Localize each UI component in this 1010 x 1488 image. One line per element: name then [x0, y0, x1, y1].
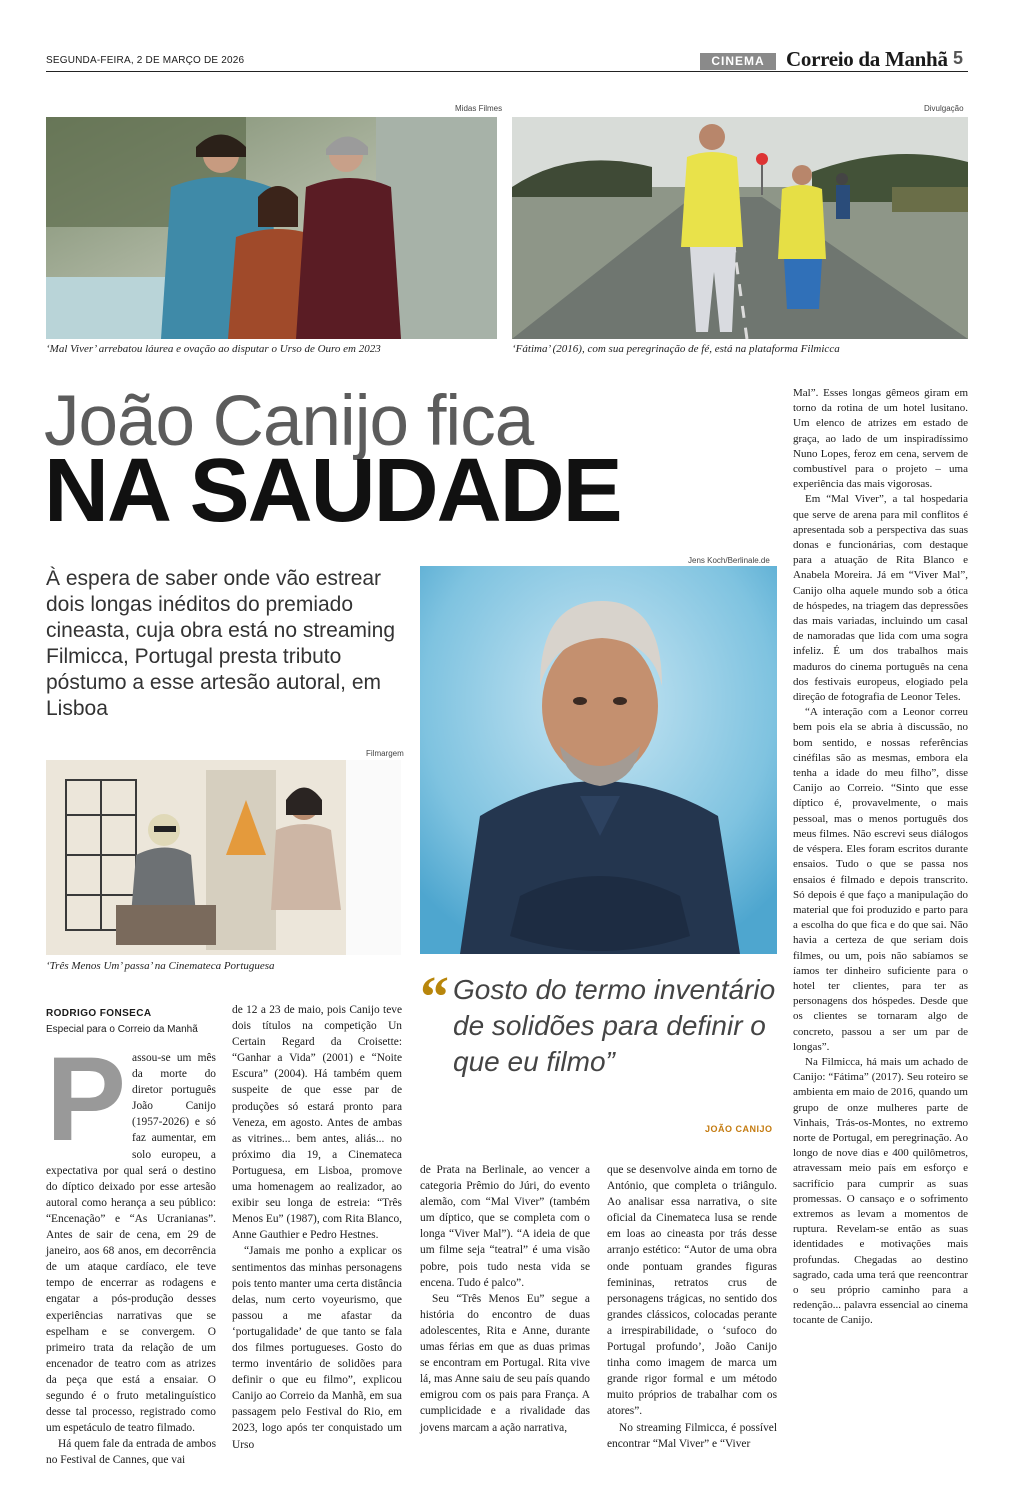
- paragraph: “A interação com a Leonor correu bem pois ela se abria à discussão, no bom sentido, e nossas referências cinéfilas são as mesmas, embora ela tenha a idade do meu filho”, disse Canijo ao Correio. “Sinto que esse díptico é, provavelmente, o mais pessoal, mas o menos português dos meus filmes. Não escrevi seus diálogos de véspera. Eles foram escritos durante ensaios. Tudo o que se passa nos ensaios é filmado e depois transcrito. Só depois é que faço a manipulação do material que foi produzido e parto para a escolha do que fica e do que sai. Não havia a certeza de que seriam dois filmes, ou um, pois não sabíamos se íamos ter dinheiro suficiente para o hotel ter clientes, para ter as personagens dos hóspedes. Desde que os clientes se tornaram algo de concreto, passou a ser um par de longas”.: [793, 706, 968, 1053]
- pull-quote-author: JOÃO CANIJO: [705, 1124, 773, 1134]
- drop-cap: P: [46, 1032, 127, 1166]
- paragraph: No streaming Filmicca, é possível encontrar “Mal Viver” e “Viver: [607, 1421, 777, 1450]
- quote-mark-icon: “: [420, 964, 449, 1029]
- paragraph: de Prata na Berlinale, ao vencer a categoria Prêmio do Júri, do evento alemão, com “Mal Viver” (também um díptico, que se completa com o longa “Viver Mal”). “A ideia de que um filme seja “teatral” é uma visão pobre, pois tudo nesta vida se encena. Tudo é palco”.: [420, 1164, 590, 1289]
- paragraph: Em “Mal Viver”, a tal hospedaria que serve de arena para mil conflitos é apresentada sob a perspectiva das suas donas e funcionárias, com destaque para a atuação de Rita Blanco e Anabela Moreira. Já em “Viver Mal”, Canijo olha aquele mundo sob a ótica de hóspedes, na triagem das depressões das mais variadas, incluindo um casal de namoradas que lida com uma sogra infeliz. É um dos trabalhos mais maduros do cinema português na cena dos festivais europeus, elogiado pela direção de fotografia de Leonor Teles.: [793, 493, 968, 704]
- paragraph: de 12 a 23 de maio, pois Canijo teve dois títulos na competição Un Certain Regard da Croisette: “Ganhar a Vida” (2001) e “Noite Escura” (2004). Há também quem suspeite de que esse par de produções só estará pronto para Veneza, em agosto. Antes de ambas as vitrines... bem antes, aliás... no próximo dia 19, a Cinemateca Portuguesa, em Lisboa, promove uma homenagem ao realizador, ao exibir seu longa de estreia: “Três Menos Eu” (1987), com Rita Blanco, Anne Gauthier e Pedro Hestnes.: [232, 1004, 402, 1242]
- paragraph: que se desenvolve ainda em torno de António, que completa o triângulo. Ao analisar essa narrativa, o site oficial da Cinemateca lusa se rende em loas ao cineasta por trás desse arranjo estético: “Autor de uma obra onde pontuam grandes figuras femininas, retratos crus de personagens trágicas, no sentido dos grandes clássicos, colocadas perante a irrespirabilidade, o ‘sufoco do Portugal profundo’, João Canijo tinha como imagem de marca um grande rigor formal e um método muito próprios de trabalhar com os atores”.: [607, 1164, 777, 1418]
- page-number: 5: [953, 48, 964, 68]
- page-date: SEGUNDA-FEIRA, 2 DE MARÇO DE 2026: [46, 55, 245, 66]
- headline-line-2: NA SAUDADE: [44, 441, 621, 541]
- article-column-2: [232, 1002, 402, 1453]
- byline-author: RODRIGO FONSECA: [46, 1008, 152, 1019]
- photo-credit: Filmargem: [366, 749, 404, 758]
- photo-mal-viver: [46, 117, 497, 339]
- headline-line-1: João Canijo fica: [44, 382, 534, 461]
- paragraph: Seu “Três Menos Eu” segue a história do encontro de duas adolescentes, Rita e Anne, durante umas férias em que as duas primas se encontram em Portugal. Rita vive lá, mas Anne saiu de seu país quando emigrou com os pais para França. A cumplicidade e a rivalidade das jovens marcam a ação narrativa,: [420, 1292, 590, 1434]
- newspaper-name: Correio da Manhã: [786, 47, 948, 71]
- article-column-3: [420, 1162, 590, 1436]
- photo-caption: ‘Fátima’ (2016), com sua peregrinação de fé, está na plataforma Filmicca: [512, 343, 840, 355]
- paragraph: Mal”. Esses longas gêmeos giram em torno da rotina de um hotel lusitano. Um elenco de atrizes em estado de graça, ao lado de um inspiradíssimo Nuno Lopes, feroz em cena, servem de combustível para o projeto – uma experiência das mais vigorosas.: [793, 387, 968, 491]
- byline-role: Especial para o Correio da Manhã: [46, 1024, 198, 1035]
- photo-credit: Midas Filmes: [455, 104, 503, 113]
- paragraph: Há quem fale da entrada de ambos no Festival de Cannes, que vai: [46, 1438, 216, 1467]
- photo-tres-menos-eu: [46, 760, 401, 955]
- paragraph: Na Filmicca, há mais um achado de Canijo: “Fátima” (2017). Seu roteiro se ambienta em maio de 2016, quando um grupo de onze mulheres parte de Vinhais, Trás-os-Montes, no extremo norte de Portugal, em peregrinação. Ao longo de nove dias e 400 quilômetros, atravessam meio país em esforço e sacrifício para cumprir as suas promessas. O cansaço e o sofrimento extremos as levam a momentos de ruptura. Revelam-se então as suas identidades e motivações mais profundas. Chegadas ao destino sagrado, cada uma terá que reencontrar o seu próprio caminho para a redenção... palavra essencial ao cinema tocante de Canijo.: [793, 1055, 968, 1327]
- photo-fatima: [512, 117, 968, 339]
- paragraph: “Jamais me ponho a explicar os sentimentos das minhas personagens pois tento manter uma certa distância delas, num certo voyeurismo, que passou a me afastar da ‘portugalidade’ de que tanto se fala dos filmes portugueses. Gosto do termo inventário de solidões para definir o que eu filmo”, explicou Canijo ao Correio da Manhã, em sua passagem pelo Festival do Rio, em 2023, logo após ter conquistado um Urso: [232, 1245, 402, 1451]
- section-label: CINEMA: [700, 53, 776, 70]
- photo-caption: ‘Três Menos Um’ passa’ na Cinemateca Portuguesa: [46, 960, 275, 972]
- photo-joao-canijo: [420, 566, 777, 954]
- photo-caption: ‘Mal Viver’ arrebatou láurea e ovação ao disputar o Urso de Ouro em 2023: [46, 343, 381, 355]
- article-column-5: [793, 386, 968, 1329]
- lead-paragraph: À espera de saber onde vão estrear dois longas inéditos do premiado cineasta, cuja obra está no streaming Filmicca, Portugal presta tributo póstumo a esse artesão autoral, em Lisboa: [46, 567, 396, 720]
- article-column-4: [607, 1162, 777, 1452]
- article-column-1: [46, 1032, 216, 1468]
- photo-credit: Jens Koch/Berlinale.de: [688, 556, 770, 565]
- paragraph: assou-se um mês da morte do diretor português João Canijo (1957-2026) e só faz aumentar, em solo europeu, a expectativa por qual será o destino do díptico deixado por esse artesão autoral como herança a seu público: “Encenação” e “As Ucranianas”. Antes de sair de cena, em 29 de janeiro, aos 68 anos, em decorrência de um ataque cardíaco, ele teve tempo de encerrar as rodagens e engatar a pós-produção desses experiências narrativas que se espelham e se convergem. O primeiro trata da relação de um encenador de teatro com as atrizes da peça que está a ensaiar. O segundo é o fruto metalinguístico desse tal processo, registrado como um espetáculo de teatro filmado.: [46, 1052, 216, 1435]
- photo-credit: Divulgação: [924, 104, 964, 113]
- pull-quote: Gosto do termo inventário de solidões para definir o que eu filmo”: [453, 974, 776, 1077]
